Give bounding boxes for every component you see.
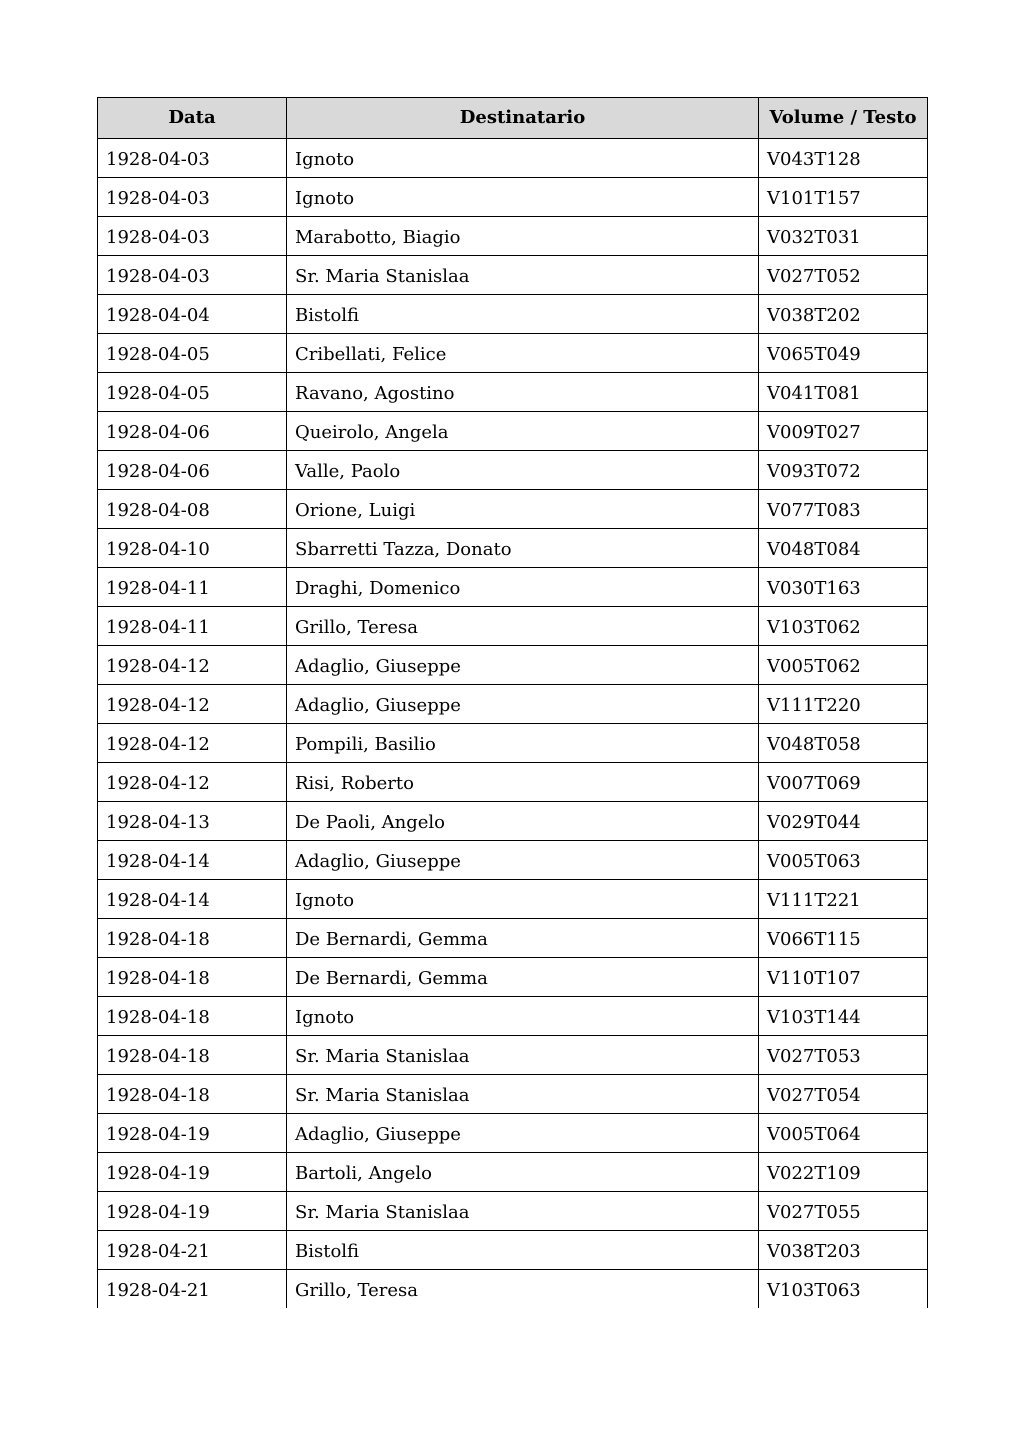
table-body: [98, 139, 928, 1309]
cell-recipient: Queirolo, Angela: [287, 412, 759, 451]
table-row: [98, 1036, 928, 1075]
cell-volume-text: V111T221: [759, 880, 928, 919]
table-row: [98, 1192, 928, 1231]
table-row: [98, 490, 928, 529]
cell-recipient: Adaglio, Giuseppe: [287, 646, 759, 685]
table-row: [98, 841, 928, 880]
cell-date: 1928-04-18: [98, 958, 287, 997]
cell-date: 1928-04-10: [98, 529, 287, 568]
cell-recipient: Grillo, Teresa: [287, 607, 759, 646]
cell-date: 1928-04-08: [98, 490, 287, 529]
cell-recipient: Sr. Maria Stanislaa: [287, 1192, 759, 1231]
cell-recipient: De Bernardi, Gemma: [287, 919, 759, 958]
cell-date: 1928-04-19: [98, 1192, 287, 1231]
cell-recipient: Sr. Maria Stanislaa: [287, 256, 759, 295]
cell-recipient: Marabotto, Biagio: [287, 217, 759, 256]
cell-volume-text: V103T144: [759, 997, 928, 1036]
cell-volume-text: V066T115: [759, 919, 928, 958]
cell-date: 1928-04-03: [98, 139, 287, 178]
cell-recipient: Cribellati, Felice: [287, 334, 759, 373]
cell-date: 1928-04-12: [98, 646, 287, 685]
table-row: [98, 1153, 928, 1192]
cell-date: 1928-04-18: [98, 919, 287, 958]
cell-date: 1928-04-19: [98, 1114, 287, 1153]
cell-volume-text: V077T083: [759, 490, 928, 529]
table-row: [98, 451, 928, 490]
cell-volume-text: V005T063: [759, 841, 928, 880]
table-row: [98, 802, 928, 841]
cell-recipient: Sr. Maria Stanislaa: [287, 1036, 759, 1075]
cell-date: 1928-04-03: [98, 256, 287, 295]
cell-recipient: De Paoli, Angelo: [287, 802, 759, 841]
cell-recipient: Bistolfi: [287, 295, 759, 334]
cell-recipient: Draghi, Domenico: [287, 568, 759, 607]
cell-volume-text: V005T064: [759, 1114, 928, 1153]
table-row: [98, 334, 928, 373]
cell-recipient: Adaglio, Giuseppe: [287, 841, 759, 880]
cell-volume-text: V022T109: [759, 1153, 928, 1192]
cell-volume-text: V007T069: [759, 763, 928, 802]
cell-volume-text: V038T203: [759, 1231, 928, 1270]
header-row: [98, 98, 928, 139]
cell-date: 1928-04-04: [98, 295, 287, 334]
table-row: [98, 1075, 928, 1114]
cell-recipient: De Bernardi, Gemma: [287, 958, 759, 997]
cell-volume-text: V030T163: [759, 568, 928, 607]
cell-date: 1928-04-14: [98, 841, 287, 880]
table-header: [98, 98, 928, 139]
table-row: [98, 880, 928, 919]
cell-recipient: Adaglio, Giuseppe: [287, 685, 759, 724]
cell-recipient: Bistolfi: [287, 1231, 759, 1270]
table-row: [98, 217, 928, 256]
table-row: [98, 724, 928, 763]
cell-date: 1928-04-03: [98, 217, 287, 256]
table-row: [98, 997, 928, 1036]
cell-recipient: Ravano, Agostino: [287, 373, 759, 412]
cell-recipient: Bartoli, Angelo: [287, 1153, 759, 1192]
cell-date: 1928-04-19: [98, 1153, 287, 1192]
cell-volume-text: V027T054: [759, 1075, 928, 1114]
cell-recipient: Ignoto: [287, 139, 759, 178]
cell-date: 1928-04-13: [98, 802, 287, 841]
table-row: [98, 958, 928, 997]
table-row: [98, 919, 928, 958]
cell-volume-text: V005T062: [759, 646, 928, 685]
cell-volume-text: V027T053: [759, 1036, 928, 1075]
table-row: [98, 685, 928, 724]
cell-volume-text: V065T049: [759, 334, 928, 373]
cell-volume-text: V032T031: [759, 217, 928, 256]
cell-date: 1928-04-14: [98, 880, 287, 919]
cell-recipient: Pompili, Basilio: [287, 724, 759, 763]
cell-volume-text: V009T027: [759, 412, 928, 451]
column-header-recipient: Destinatario: [287, 98, 759, 139]
column-header-volume-text: Volume / Testo: [759, 98, 928, 139]
cell-date: 1928-04-21: [98, 1231, 287, 1270]
cell-volume-text: V027T052: [759, 256, 928, 295]
cell-date: 1928-04-06: [98, 451, 287, 490]
cell-date: 1928-04-11: [98, 568, 287, 607]
cell-volume-text: V103T063: [759, 1270, 928, 1309]
table-row: [98, 178, 928, 217]
cell-recipient: Risi, Roberto: [287, 763, 759, 802]
cell-date: 1928-04-12: [98, 763, 287, 802]
cell-date: 1928-04-18: [98, 1036, 287, 1075]
table-row: [98, 568, 928, 607]
cell-volume-text: V027T055: [759, 1192, 928, 1231]
table-row: [98, 139, 928, 178]
cell-date: 1928-04-21: [98, 1270, 287, 1309]
cell-volume-text: V111T220: [759, 685, 928, 724]
table-row: [98, 256, 928, 295]
column-header-date: Data: [98, 98, 287, 139]
letters-table: [97, 97, 928, 1308]
cell-volume-text: V093T072: [759, 451, 928, 490]
cell-date: 1928-04-05: [98, 373, 287, 412]
cell-date: 1928-04-18: [98, 1075, 287, 1114]
cell-volume-text: V029T044: [759, 802, 928, 841]
table-row: [98, 607, 928, 646]
cell-recipient: Grillo, Teresa: [287, 1270, 759, 1309]
cell-date: 1928-04-06: [98, 412, 287, 451]
table-row: [98, 529, 928, 568]
cell-volume-text: V048T084: [759, 529, 928, 568]
cell-volume-text: V103T062: [759, 607, 928, 646]
cell-recipient: Valle, Paolo: [287, 451, 759, 490]
cell-volume-text: V101T157: [759, 178, 928, 217]
cell-date: 1928-04-05: [98, 334, 287, 373]
cell-volume-text: V041T081: [759, 373, 928, 412]
cell-volume-text: V043T128: [759, 139, 928, 178]
table-row: [98, 373, 928, 412]
cell-recipient: Sbarretti Tazza, Donato: [287, 529, 759, 568]
cell-recipient: Sr. Maria Stanislaa: [287, 1075, 759, 1114]
cell-volume-text: V110T107: [759, 958, 928, 997]
table-row: [98, 1270, 928, 1309]
cell-recipient: Ignoto: [287, 880, 759, 919]
cell-recipient: Adaglio, Giuseppe: [287, 1114, 759, 1153]
cell-date: 1928-04-03: [98, 178, 287, 217]
table-row: [98, 1231, 928, 1270]
cell-recipient: Ignoto: [287, 997, 759, 1036]
table-row: [98, 412, 928, 451]
cell-recipient: Ignoto: [287, 178, 759, 217]
cell-date: 1928-04-11: [98, 607, 287, 646]
cell-recipient: Orione, Luigi: [287, 490, 759, 529]
cell-volume-text: V038T202: [759, 295, 928, 334]
cell-date: 1928-04-12: [98, 724, 287, 763]
cell-volume-text: V048T058: [759, 724, 928, 763]
table-row: [98, 646, 928, 685]
table-row: [98, 1114, 928, 1153]
table-row: [98, 763, 928, 802]
cell-date: 1928-04-12: [98, 685, 287, 724]
table-row: [98, 295, 928, 334]
cell-date: 1928-04-18: [98, 997, 287, 1036]
